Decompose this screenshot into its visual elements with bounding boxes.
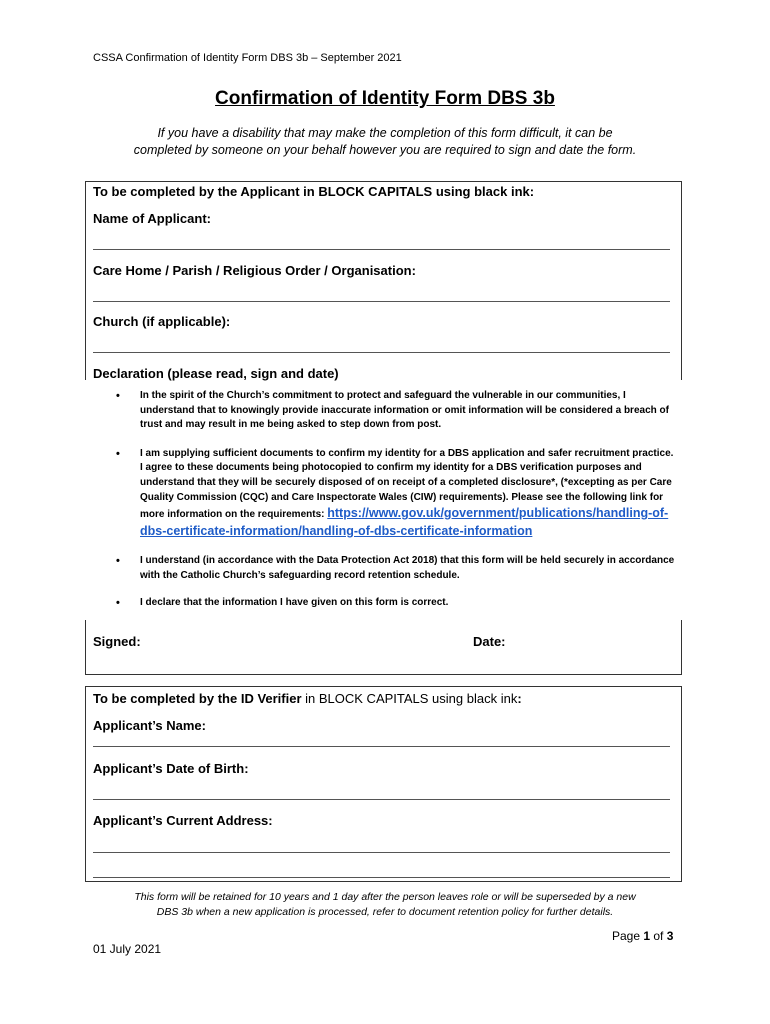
verifier-dob-label: Applicant’s Date of Birth: bbox=[93, 761, 249, 776]
list-item bbox=[93, 596, 678, 611]
page-number bbox=[612, 929, 673, 943]
retention-note bbox=[80, 890, 690, 920]
page-title: Confirmation of Identity Form DBS 3b bbox=[215, 88, 555, 109]
page-current: 1 bbox=[643, 929, 651, 943]
verifier-address-label: Applicant’s Current Address: bbox=[93, 813, 273, 828]
date-field[interactable] bbox=[512, 628, 672, 654]
applicant-name-label: Name of Applicant: bbox=[93, 211, 211, 226]
organisation-field[interactable] bbox=[93, 301, 670, 302]
declaration-item-2: I am supplying sufficient documents to confirm my identity for a DBS application and safer recruitment practice. I agree to these documents being photocopied to confirm my identity for a DBS verification purposes and understand that they will be securely disposed of on receipt of a completed disclosure*, (*excepting as per Care Quality Commission (CQC) and Care Inspectorate Wales (CIW) requirements). Please see the following link for more information on the requirements: bbox=[140, 447, 674, 521]
church-label: Church (if applicable): bbox=[93, 314, 231, 329]
verifier-applicant-name-label: Applicant’s Name: bbox=[93, 718, 206, 733]
signature-field[interactable] bbox=[145, 628, 465, 654]
intro-line-2: completed by someone on your behalf however you are required to sign and date the form. bbox=[133, 143, 637, 157]
verifier-heading-colon: : bbox=[517, 691, 522, 706]
list-item bbox=[93, 447, 678, 541]
intro-text bbox=[60, 125, 710, 159]
declaration-item-4: I declare that the information I have given on this form is correct. bbox=[140, 596, 449, 608]
page-prefix: Page bbox=[612, 929, 644, 943]
list-item bbox=[93, 389, 678, 433]
date-label: Date: bbox=[473, 634, 506, 649]
verifier-applicant-name-field[interactable] bbox=[93, 746, 670, 747]
declaration-list bbox=[93, 389, 678, 624]
verifier-heading-bold: To be completed by the ID Verifier bbox=[93, 691, 302, 706]
page-of: of bbox=[650, 929, 667, 943]
applicant-section-heading: To be completed by the Applicant in BLOCK CAPITALS using black ink: bbox=[93, 184, 535, 199]
page-total: 3 bbox=[666, 929, 674, 943]
retention-note-line-1: This form will be retained for 10 years and 1 day after the person leaves role or will be superseded by a new bbox=[134, 891, 636, 903]
verifier-section-heading bbox=[93, 691, 522, 706]
declaration-item-1: In the spirit of the Church’s commitment to protect and safeguard the vulnerable in our communities, I understand that to knowingly provide inaccurate information or omit information will be considered a breach of trust and may result in me being asked to step down from post. bbox=[140, 390, 669, 431]
intro-line-1: If you have a disability that may make the completion of this form difficult, it can be bbox=[157, 126, 613, 140]
footer-date: 01 July 2021 bbox=[93, 942, 162, 956]
declaration-label: Declaration (please read, sign and date) bbox=[93, 366, 339, 381]
declaration-item-3: I understand (in accordance with the Data Protection Act 2018) that this form will be held securely in accordance with the Catholic Church’s safeguarding record retention schedule. bbox=[140, 555, 675, 581]
verifier-address-field-line-2[interactable] bbox=[93, 877, 670, 878]
church-field[interactable] bbox=[93, 352, 670, 353]
document-header: CSSA Confirmation of Identity Form DBS 3b – September 2021 bbox=[93, 52, 402, 64]
dbs-guidance-link[interactable]: https://www.gov.uk/government/publications/handling-of-dbs-certificate-information/handling-of-dbs-certificate-information bbox=[140, 506, 669, 538]
verifier-heading-normal: in BLOCK CAPITALS using black ink bbox=[301, 691, 518, 706]
list-item bbox=[93, 554, 678, 583]
retention-note-line-2: DBS 3b when a new application is processed, refer to document retention policy for further details. bbox=[156, 906, 614, 918]
organisation-label: Care Home / Parish / Religious Order / Organisation: bbox=[93, 263, 416, 278]
verifier-dob-field[interactable] bbox=[93, 799, 670, 800]
signed-label: Signed: bbox=[93, 634, 141, 649]
applicant-name-field[interactable] bbox=[93, 249, 670, 250]
verifier-address-field-line-1[interactable] bbox=[93, 852, 670, 853]
